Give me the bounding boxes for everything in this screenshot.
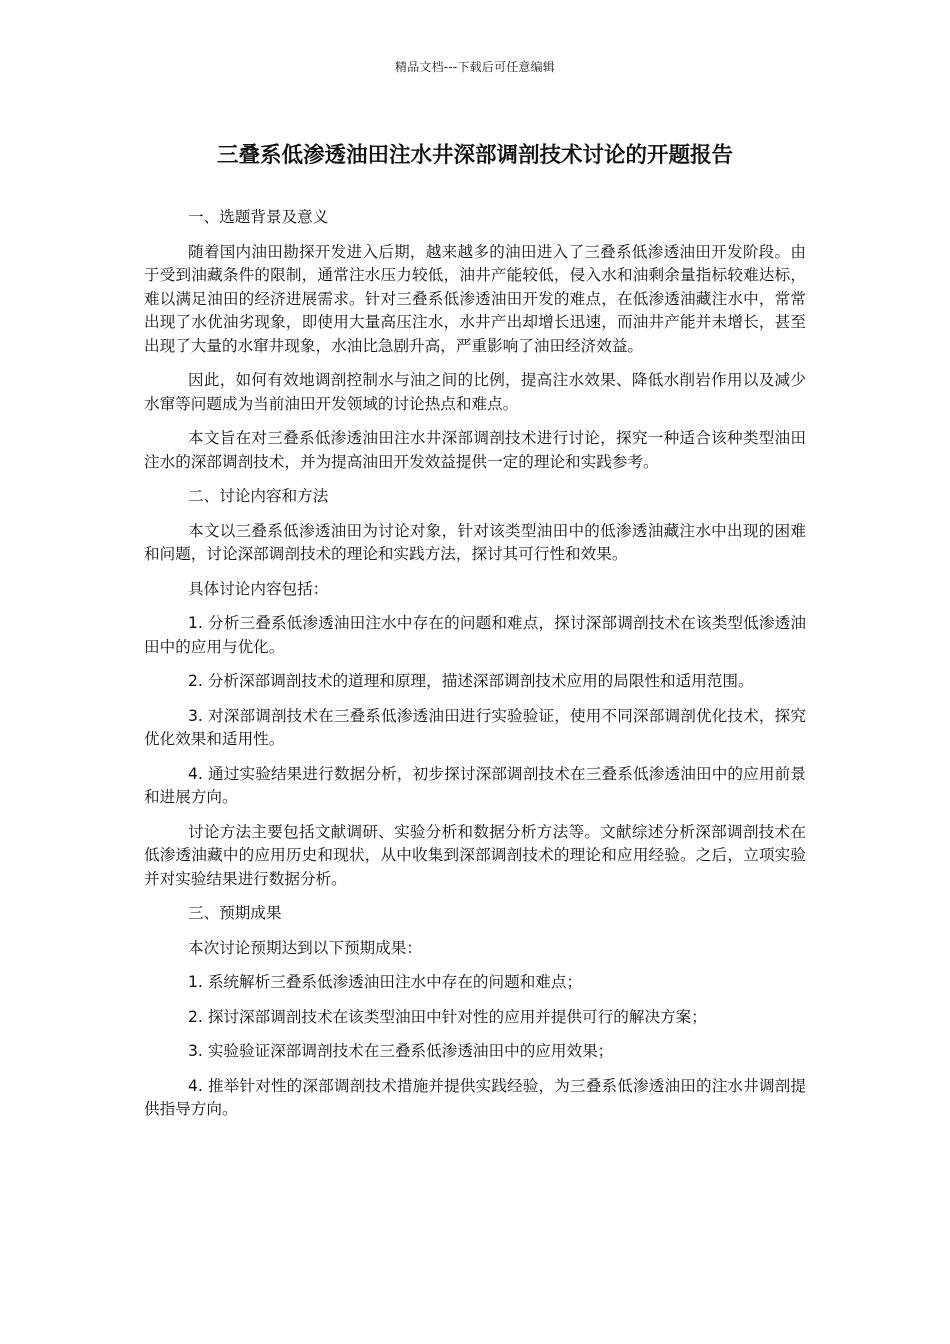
document-body [144, 206, 806, 1133]
list-item-content-2: 2. 分析深部调剖技术的道理和原理，描述深部调剖技术应用的局限性和适用范围。 [188, 672, 754, 690]
paragraph-background: 随着国内油田勘探开发进入后期，越来越多的油田进入了三叠系低渗透油田开发阶段。由于受到油藏条件的限制，通常注水压力较低，油井产能较低，侵入水和油剩余量指标较难达标，难以满足油田的经济进展需求。针对三叠系低渗透油田开发的难点，在低渗透油藏注水中，常常出现了水优油劣现象，即使用大量高压注水，水井产出却增长迅速，而油井产能并未增长，甚至出现了大量的水窜井现象，水油比急剧升高，严重影响了油田经济效益。 [144, 242, 806, 355]
list-item-content-4: 4. 通过实验结果进行数据分析，初步探讨深部调剖技术在三叠系低渗透油田中的应用前景和进展方向。 [144, 764, 806, 806]
paragraph-research-object: 本文以三叠系低渗透油田为讨论对象，针对该类型油田中的低渗透油藏注水中出现的困难和问题，讨论深部调剖技术的理论和实践方法，探讨其可行性和效果。 [144, 521, 806, 563]
list-item-result-4: 4. 推举针对性的深部调剖技术措施并提供实践经验，为三叠系低渗透油田的注水井调剖提供指导方向。 [144, 1076, 806, 1118]
list-item-content-1: 1. 分析三叠系低渗透油田注水中存在的问题和难点，探讨深部调剖技术在该类型低渗透油田中的应用与优化。 [144, 614, 806, 656]
section-heading-background: 一、选题背景及意义 [188, 208, 329, 226]
list-item-result-1: 1. 系统解析三叠系低渗透油田注水中存在的问题和难点； [188, 973, 583, 991]
list-item-content-3: 3. 对深部调剖技术在三叠系低渗透油田进行实验验证，使用不同深部调剖优化技术，探究优化效果和适用性。 [144, 706, 806, 748]
section-heading-expected-results: 三、预期成果 [188, 904, 282, 922]
list-item-result-2: 2. 探讨深部调剖技术在该类型油田中针对性的应用并提供可行的解决方案； [188, 1007, 707, 1026]
paragraph-problem: 因此，如何有效地调剖控制水与油之间的比例，提高注水效果、降低水削岩作用以及减少水窜等问题成为当前油田开发领域的讨论热点和难点。 [144, 371, 806, 413]
header-note: 精品文档---下载后可任意编辑 [395, 60, 555, 74]
list-item-result-3: 3. 实验验证深部调剖技术在三叠系低渗透油田中的应用效果； [188, 1042, 614, 1060]
paragraph-results-intro: 本次讨论预期达到以下预期成果： [188, 938, 422, 957]
paragraph-content-intro: 具体讨论内容包括： [188, 579, 329, 598]
section-heading-content-methods: 二、讨论内容和方法 [188, 487, 329, 505]
document-title: 三叠系低渗透油田注水井深部调剖技术讨论的开题报告 [216, 143, 733, 168]
paragraph-methods: 讨论方法主要包括文献调研、实验分析和数据分析方法等。文献综述分析深部调剖技术在低渗透油藏中的应用历史和现状，从中收集到深部调剖技术的理论和应用经验。之后，立项实验并对实验结果进行数据分析。 [144, 822, 806, 888]
paragraph-purpose: 本文旨在对三叠系低渗透油田注水井深部调剖技术进行讨论，探究一种适合该种类型油田注水的深部调剖技术，并为提高油田开发效益提供一定的理论和实践参考。 [144, 429, 806, 471]
